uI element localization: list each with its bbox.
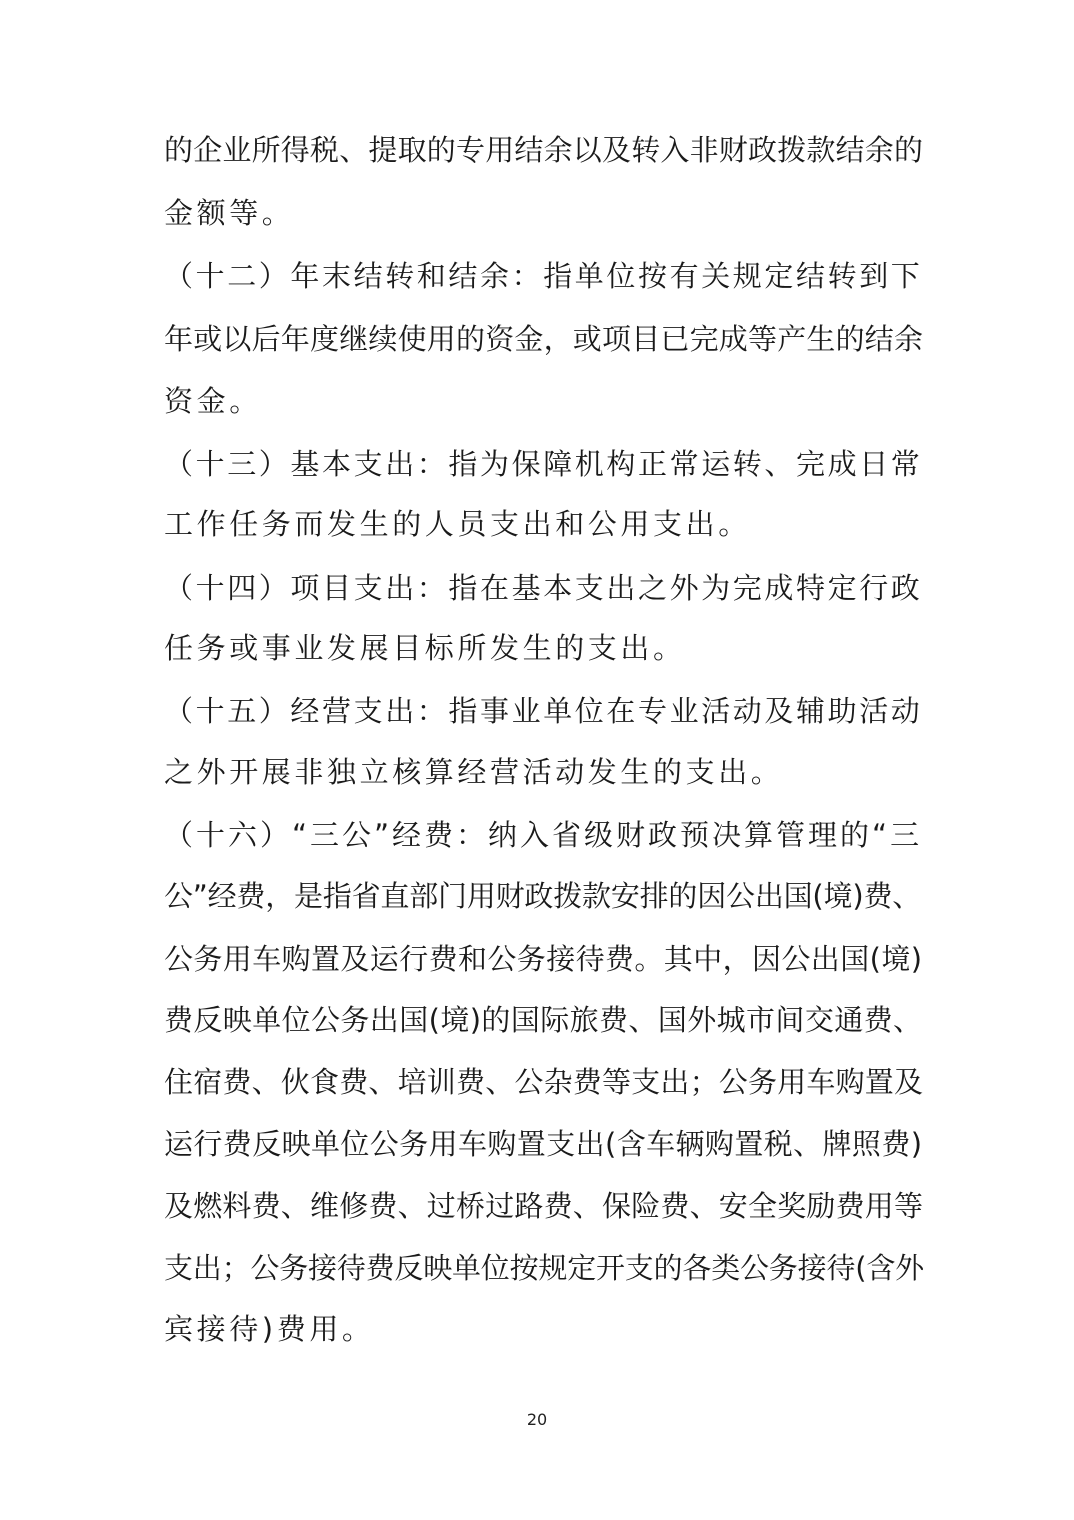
text-line-17: 运行费反映单位公务用车购置支出(含车辆购置税、牌照费)	[164, 1127, 923, 1161]
page-number: 20	[526, 1410, 548, 1429]
text-line-13: 公”经费，是指省直部门用财政拨款安排的因公出国(境)费、	[164, 879, 922, 913]
text-line-14: 公务用车购置及运行费和公务接待费。其中，因公出国(境)	[164, 942, 923, 976]
text-line-7: 工作任务而发生的人员支出和公用支出。	[164, 507, 751, 541]
text-line-6: （十三）基本支出：指为保障机构正常运转、完成日常	[164, 447, 923, 481]
text-line-11: 之外开展非独立核算经营活动发生的支出。	[164, 755, 784, 789]
text-line-2: 金额等。	[164, 196, 295, 230]
text-line-4: 年或以后年度继续使用的资金，或项目已完成等产生的结余	[164, 322, 924, 356]
text-line-5: 资金。	[164, 384, 262, 418]
text-line-3: （十二）年末结转和结余：指单位按有关规定结转到下	[164, 259, 923, 293]
text-line-10: （十五）经营支出：指事业单位在专业活动及辅助活动	[164, 694, 923, 728]
text-line-12: （十六）“三公”经费：纳入省级财政预决算管理的“三	[164, 818, 923, 852]
text-line-19: 支出；公务接待费反映单位按规定开支的各类公务接待(含外	[164, 1251, 924, 1285]
text-line-9: 任务或事业发展目标所发生的支出。	[164, 631, 686, 665]
text-line-20: 宾接待)费用。	[164, 1312, 375, 1346]
text-line-15: 费反映单位公务出国(境)的国际旅费、国外城市间交通费、	[164, 1003, 923, 1037]
text-line-8: （十四）项目支出：指在基本支出之外为完成特定行政	[164, 571, 923, 605]
text-line-16: 住宿费、伙食费、培训费、公杂费等支出；公务用车购置及	[164, 1065, 924, 1099]
text-line-1: 的企业所得税、提取的专用结余以及转入非财政拨款结余的	[164, 133, 924, 167]
text-line-18: 及燃料费、维修费、过桥过路费、保险费、安全奖励费用等	[164, 1189, 924, 1223]
